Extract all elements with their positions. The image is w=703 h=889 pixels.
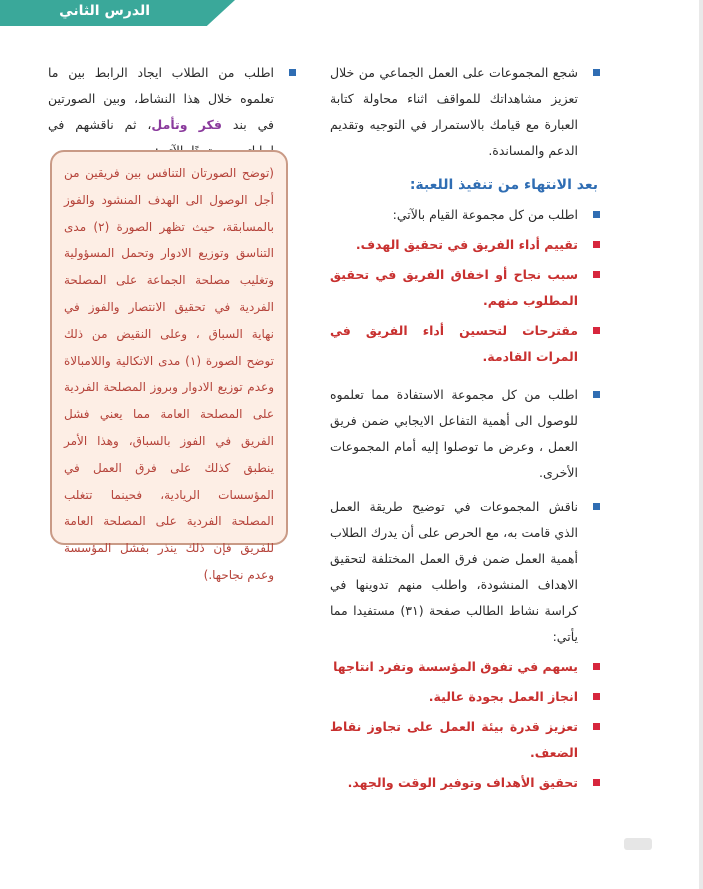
list-item: يسهم في تفوق المؤسسة وتفرد انتاجها <box>330 654 602 680</box>
learning-item <box>330 382 602 486</box>
learning-text: اطلب من كل مجموعة الاستفادة مما تعلموه للوصول الى أهمية التفاعل الايجابي ضمن فريق العمل ، وعرض ما توصلوا إليه أمام المجموعات الأخرى. <box>330 387 578 480</box>
intro-item <box>330 60 602 164</box>
section-heading: بعد الانتهاء من تنفيذ اللعبة: <box>409 177 598 193</box>
square-bullet-icon <box>593 271 600 278</box>
square-bullet-icon <box>593 241 600 248</box>
list-item: تحقيق الأهداف وتوفير الوقت والجهد. <box>330 770 602 796</box>
tasks-list <box>330 232 602 370</box>
square-bullet-icon <box>593 779 600 786</box>
think-reflect-highlight: فكر وتأمل <box>151 117 222 132</box>
discuss-text: ناقش المجموعات في توضيح طريقة العمل الذي قامت به، مع الحرص على أن يدرك الطلاب أهمية العمل ضمن فرق العمل المختلفة لتحقيق الاهداف المنشودة، واطلب منهم تدوينها في كراسة نشاط الطالب صفحة (٣١) مستفيدا مما يأتي: <box>330 499 578 644</box>
link-item <box>48 60 298 164</box>
square-bullet-icon <box>593 663 600 670</box>
callout-text: (توضح الصورتان التنافس بين فريقين من أجل الوصول الى الهدف المنشود والفوز بالمسابقة، حيث تظهر الصورة (٢) مدى التناسق وتوزيع الادوار وتحمل المسؤولية وتغليب مصلحة الجماعة على المصلحة الفردية في تحقيق الانتصار والفوز في نهاية السباق ، وعلى النقيض من ذلك توضح الصورة (١) مدى الاتكالية واللامبالاة وعدم توزيع الادوار وبروز المصلحة الفردية على المصلحة العامة مما يعني فشل الفريق في الفوز بالسباق، وهذا الأمر ينطبق كذلك على فرق العمل في المؤسسات الريادية، فحينما تتغلب المصلحة الفردية على المصلحة العامة للفريق فإن ذلك ينذر بفشل المؤسسة وعدم نجاحها.) <box>64 166 274 582</box>
ask-groups-item <box>330 202 602 228</box>
square-bullet-icon <box>593 211 600 218</box>
discuss-item <box>330 494 602 650</box>
page-edge <box>699 0 703 889</box>
list-item: تعزيز قدرة بيئة العمل على تجاوز نقاط الضعف. <box>330 714 602 766</box>
left-column <box>48 60 298 164</box>
square-bullet-icon <box>593 327 600 334</box>
intro-text: شجع المجموعات على العمل الجماعي من خلال تعزيز مشاهداتك للمواقف اثناء محاولة كتابة العبارة مع قيامك بالاستمرار في التوجيه وتقديم الدعم والمساندة. <box>330 65 578 158</box>
right-column <box>330 60 602 800</box>
square-bullet-icon <box>593 723 600 730</box>
ask-groups-text: اطلب من كل مجموعة القيام بالآتي: <box>392 207 578 222</box>
link-text: اطلب من الطلاب ايجاد الرابط بين ما تعلموه خلال هذا النشاط، وبين الصورتين في بند فكر وتأمل، ثم ناقشهم في <box>48 65 274 132</box>
list-item: انجاز العمل بجودة عالية. <box>330 684 602 710</box>
list-item: سبب نجاح أو اخفاق الفريق في تحقيق المطلوب منهم. <box>330 262 602 314</box>
list-item: تقييم أداء الفريق في تحقيق الهدف. <box>330 232 602 258</box>
square-bullet-icon <box>289 69 296 76</box>
benefits-list <box>330 654 602 796</box>
square-bullet-icon <box>593 693 600 700</box>
page-number-badge <box>624 838 652 850</box>
lesson-tab-label: الدرس الثاني <box>59 3 150 19</box>
square-bullet-icon <box>593 391 600 398</box>
square-bullet-icon <box>593 503 600 510</box>
answer-callout-box <box>50 150 288 582</box>
list-item: مقترحات لتحسين أداء الفريق في المرات القادمة. <box>330 318 602 370</box>
square-bullet-icon <box>593 69 600 76</box>
